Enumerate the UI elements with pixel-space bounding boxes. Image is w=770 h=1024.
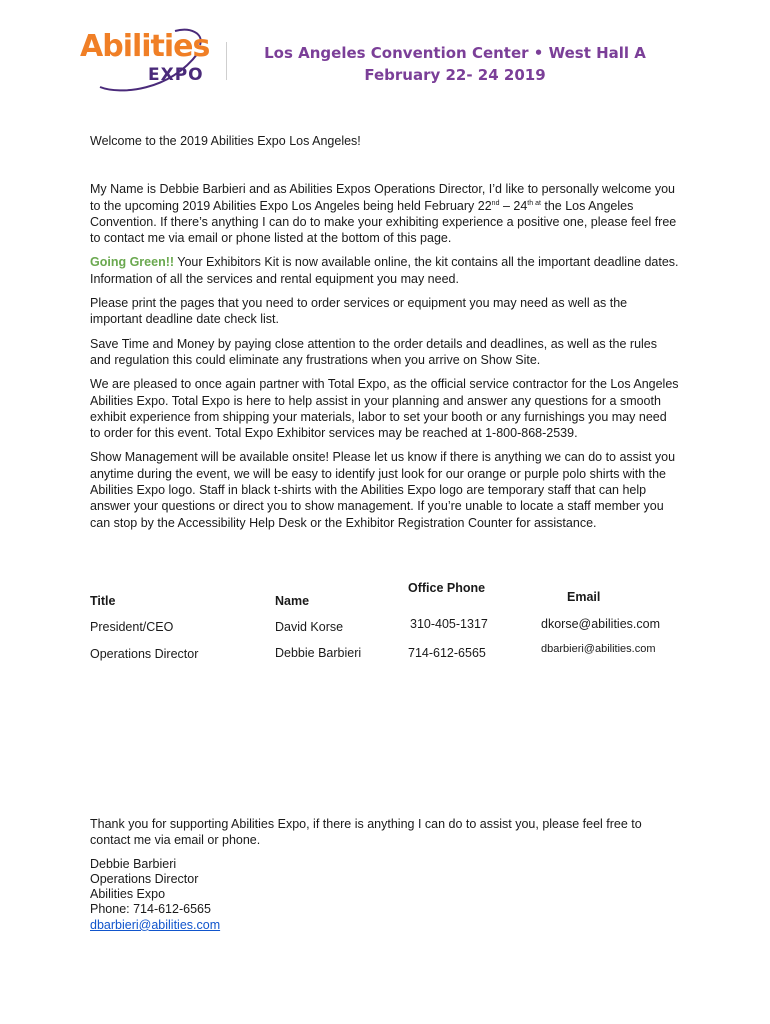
going-green-paragraph — [90, 254, 680, 287]
row-1-title: President/CEO — [90, 620, 174, 634]
intro-sup-2: th at — [527, 199, 541, 207]
signature-title: Operations Director — [90, 871, 199, 886]
header-title: Title — [90, 594, 116, 608]
intro-part-2: – 24 — [499, 198, 528, 213]
event-dates: February 22- 24 2019 — [364, 66, 546, 84]
header-phone: Office Phone — [408, 581, 486, 595]
event-header — [240, 42, 670, 86]
signature-email-link[interactable]: dbarbieri@abilities.com — [90, 917, 221, 932]
event-venue: Los Angeles Convention Center • West Hall A — [264, 44, 646, 62]
intro-paragraph — [90, 181, 680, 246]
header-email: Email — [567, 590, 601, 604]
signature-org: Abilities Expo — [90, 887, 166, 902]
intro-sup-1: nd — [491, 199, 500, 207]
welcome-line: Welcome to the 2019 Abilities Expo Los Angeles! — [90, 134, 361, 148]
going-green-label: Going Green!! — [90, 255, 175, 270]
signature-phone: Phone: 714-612-6565 — [90, 902, 211, 917]
row-2-email: dbarbieri@abilities.com — [541, 643, 656, 655]
row-2-title: Operations Director — [90, 647, 199, 661]
signature-block — [90, 857, 680, 933]
intro-part-1: My Name is Debbie Barbieri and as Abilities Expos Operations Director, I’d like to personally welcome you to the upcoming 2019 Abilities Expo Los Angeles being held February 22 — [90, 182, 675, 213]
total-expo-paragraph: We are pleased to once again partner with Total Expo, as the official service contractor for the Los Angeles Abilities Expo. Total Expo is here to help assist in your planning and answer any questions for a smooth exhibit experience from shipping your materials, labor to set your booth or any furnishings you may need to order for this event. Total Expo Exhibitor services may be reached at 1-800-868-2539. — [90, 377, 679, 441]
row-1-email: dkorse@abilities.com — [541, 617, 660, 631]
logo-sub: EXPO — [148, 65, 204, 85]
row-2-name: Debbie Barbieri — [275, 646, 362, 660]
going-green-text: Your Exhibitors Kit is now available online, the kit contains all the important deadline dates. Information of all the services and rental equipment you may need. — [90, 255, 679, 286]
letter-body — [90, 133, 680, 539]
row-2-phone: 714-612-6565 — [408, 646, 486, 660]
row-1-phone: 310-405-1317 — [410, 617, 488, 631]
signature-name: Debbie Barbieri — [90, 856, 177, 871]
intro-part-3: the Los Angeles Convention. If there’s anything I can do to make your exhibiting experience a positive one, please feel free to contact me via email or phone listed at the bottom of this page. — [90, 198, 677, 246]
logo-divider — [226, 42, 227, 80]
row-1-name: David Korse — [275, 620, 344, 634]
show-management-paragraph: Show Management will be available onsite! Please let us know if there is anything we can do to assist you anytime during the event, we will be easy to identify just look for our orange or purple polo shirts with the Abilities Expo logo. Staff in black t-shirts with the Abilities Expo logo are temporary staff that can help answer your questions or direct you to show management. If you’re unable to locate a staff member you can stop by the Accessibility Help Desk or the Exhibitor Registration Counter for assistance. — [90, 450, 676, 530]
closing-section — [90, 816, 680, 933]
print-paragraph: Please print the pages that you need to order services or equipment you may need as well as the important deadline date check list. — [90, 296, 628, 327]
logo-word: Abilities — [80, 29, 210, 64]
header-name: Name — [275, 594, 310, 608]
abilities-expo-logo — [80, 25, 230, 95]
closing-text: Thank you for supporting Abilities Expo, if there is anything I can do to assist you, please feel free to contact me via email or phone. — [90, 817, 642, 848]
save-time-paragraph: Save Time and Money by paying close attention to the order details and deadlines, as well as the rules and regulation this could eliminate any frustrations when you arrive on Show Site. — [90, 336, 658, 367]
